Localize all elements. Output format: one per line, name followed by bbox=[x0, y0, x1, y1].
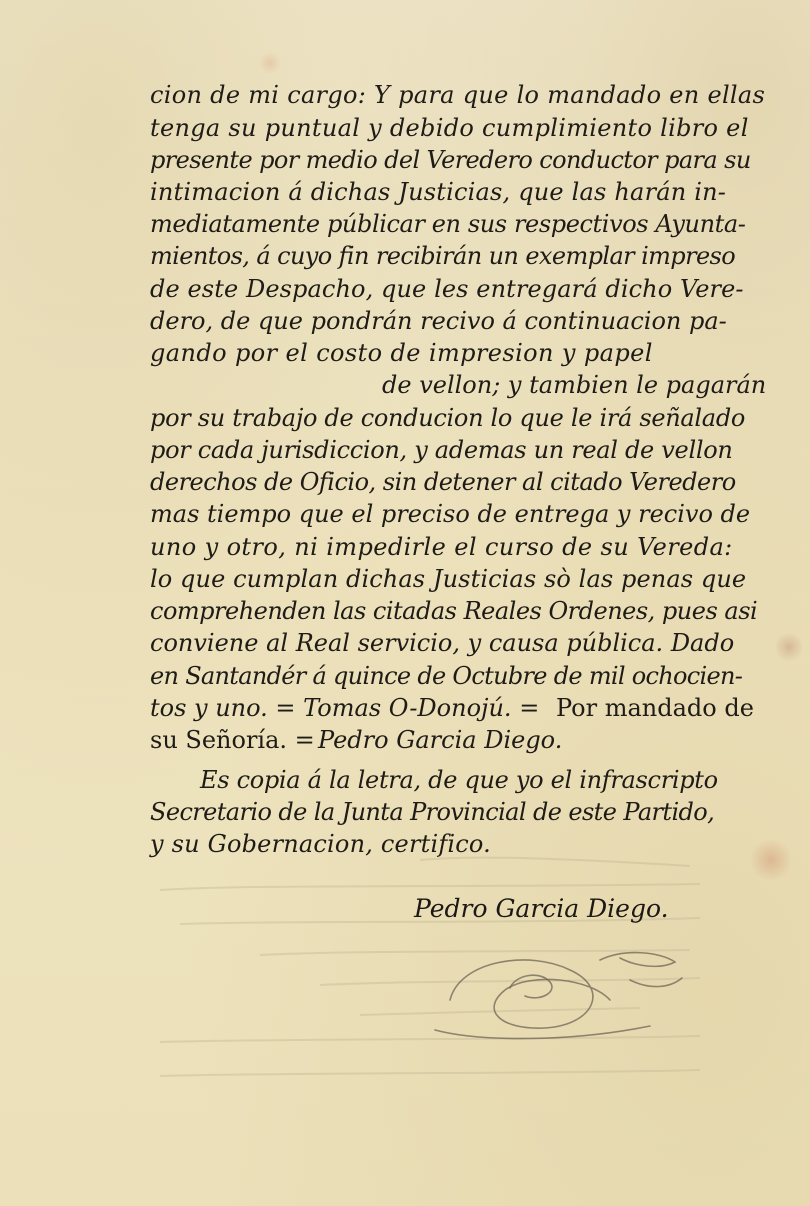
line-text: Pedro Garcia Diego. bbox=[318, 726, 563, 754]
line-text: cion de mi cargo: Y para que lo mandado en ellas bbox=[150, 81, 766, 109]
line-text: comprehenden las citadas Reales Ordenes, pues asi bbox=[150, 597, 758, 625]
line-text: en Santandér á quince de Octubre de mil ochocien- bbox=[150, 662, 743, 690]
line-text: Secretario de la Junta Provincial de este Partido, bbox=[150, 798, 715, 826]
line-text: de vellon; y tambien le pagarán bbox=[382, 371, 767, 399]
line-text-roman: su Señoría. = bbox=[150, 726, 315, 754]
line-text: tenga su puntual y debido cumplimiento libro el bbox=[150, 114, 749, 142]
line-text: de este Despacho, que les entregará dicho Vere- bbox=[150, 275, 744, 303]
line-text: tos y uno. = Tomas O-Donojú. = bbox=[150, 694, 540, 722]
line-text: presente por medio del Veredero conductor para su bbox=[150, 146, 751, 174]
text-line bbox=[0, 273, 810, 305]
text-line bbox=[0, 369, 810, 401]
line-text: Es copia á la letra, de que yo el infrascripto bbox=[200, 766, 718, 794]
line-text: lo que cumplan dichas Justicias sò las penas que bbox=[150, 565, 747, 593]
line-text-roman: Por mandado de bbox=[556, 694, 754, 722]
text-line bbox=[0, 563, 810, 595]
text-line bbox=[0, 692, 810, 724]
printed-signature: Pedro Garcia Diego. bbox=[414, 894, 669, 923]
text-line bbox=[0, 724, 810, 756]
text-line bbox=[0, 466, 810, 498]
line-text: dero, de que pondrán recivo á continuacion pa- bbox=[150, 307, 727, 335]
text-line bbox=[0, 112, 810, 144]
text-line bbox=[0, 144, 810, 176]
line-text: mientos, á cuyo fin recibirán un exemplar impreso bbox=[150, 242, 736, 270]
text-line bbox=[0, 402, 810, 434]
line-text: gando por el costo de impresion y papel bbox=[150, 339, 653, 367]
text-line bbox=[0, 79, 810, 111]
line-text: mas tiempo que el preciso de entrega y recivo de bbox=[150, 500, 751, 528]
text-line bbox=[0, 305, 810, 337]
text-line bbox=[0, 208, 810, 240]
text-line bbox=[0, 764, 810, 796]
line-text: y su Gobernacion, certifico. bbox=[150, 830, 491, 858]
text-line bbox=[0, 595, 810, 627]
line-text: por su trabajo de conducion lo que le irá señalado bbox=[150, 404, 746, 432]
text-line bbox=[0, 627, 810, 659]
text-line bbox=[0, 498, 810, 530]
rubric-flourish bbox=[420, 930, 700, 1050]
text-line bbox=[0, 660, 810, 692]
line-text: por cada jurisdiccion, y ademas un real de vellon bbox=[150, 436, 733, 464]
line-text: mediatamente públicar en sus respectivos Ayunta- bbox=[150, 210, 746, 238]
text-line bbox=[0, 531, 810, 563]
text-line bbox=[0, 796, 810, 828]
text-line bbox=[0, 337, 810, 369]
text-line bbox=[0, 176, 810, 208]
line-text: uno y otro, ni impedirle el curso de su Vereda: bbox=[150, 533, 733, 561]
line-text: intimacion á dichas Justicias, que las harán in- bbox=[150, 178, 727, 206]
text-line bbox=[0, 828, 810, 860]
text-line bbox=[0, 240, 810, 272]
text-line bbox=[0, 434, 810, 466]
line-text: derechos de Oficio, sin detener al citado Veredero bbox=[150, 468, 736, 496]
line-text: conviene al Real servicio, y causa pública. Dado bbox=[150, 629, 735, 657]
